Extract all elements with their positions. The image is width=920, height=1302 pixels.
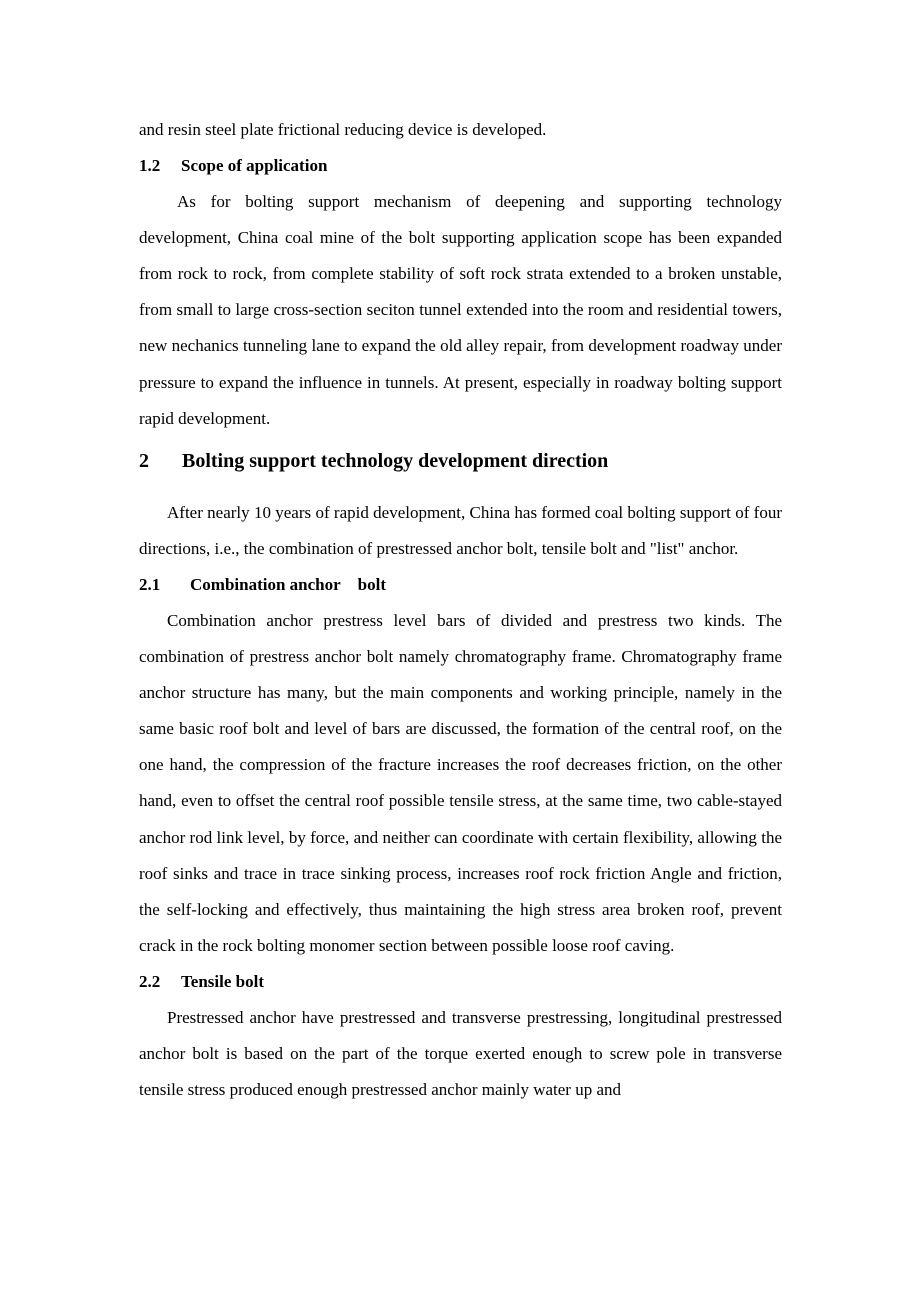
section-number: 1.2: [139, 156, 161, 176]
section-heading-2-1: [139, 567, 782, 603]
section-title: Scope of application: [181, 156, 328, 176]
section-title: Tensile bolt: [181, 971, 264, 991]
section-heading-1-2: [139, 148, 782, 184]
section-number: 2: [139, 449, 149, 472]
section-body-2-1: Combination anchor prestress level bars of divided and prestress two kinds. The combination of prestress anchor bolt namely chromatography frame. Chromatography frame anchor structure has many, but the main components and working principle, namely in the same basic roof bolt and level of bars are discussed, the formation of the central roof, on the one hand, the compression of the fracture increases the roof decreases friction, on the other hand, even to offset the central roof possible tensile stress, at the same time, two cable-stayed anchor rod link level, by force, and neither can coordinate with certain flexibility, allowing the roof sinks and trace in trace sinking process, increases roof rock friction Angle and friction, the self-locking and effectively, thus maintaining the high stress area broken roof, prevent crack in the rock bolting monomer section between possible loose roof caving.: [139, 610, 782, 955]
section-number: 2.1: [139, 574, 161, 594]
intro-fragment: and resin steel plate frictional reducing device is developed.: [139, 120, 547, 139]
section-heading-2: [139, 437, 782, 495]
section-body-2-2: Prestressed anchor have prestressed and transverse prestressing, longitudinal prestressed anchor bolt is based on the part of the torque exerted enough to screw pole in transverse tensile stress produced enough prestressed anchor mainly water up and: [139, 1007, 782, 1100]
section-number: 2.2: [139, 971, 161, 991]
section-title: Combination anchor bolt: [190, 574, 386, 594]
section-body-2: After nearly 10 years of rapid development, China has formed coal bolting support of four directions, i.e., the combination of prestressed anchor bolt, tensile bolt and "list" anchor.: [139, 502, 782, 558]
section-body-1-2: As for bolting support mechanism of deepening and supporting technology development, China coal mine of the bolt supporting application scope has been expanded from rock to rock, from complete stability of soft rock strata extended to a broken unstable, from small to large cross-section seciton tunnel extended into the room and residential towers, new nechanics tunneling lane to expand the old alley repair, from development roadway under pressure to expand the influence in tunnels. At present, especially in roadway bolting support rapid development.: [139, 192, 782, 428]
section-title: Bolting support technology development direction: [182, 449, 609, 472]
section-heading-2-2: [139, 964, 782, 1000]
document-page: [139, 112, 782, 1108]
